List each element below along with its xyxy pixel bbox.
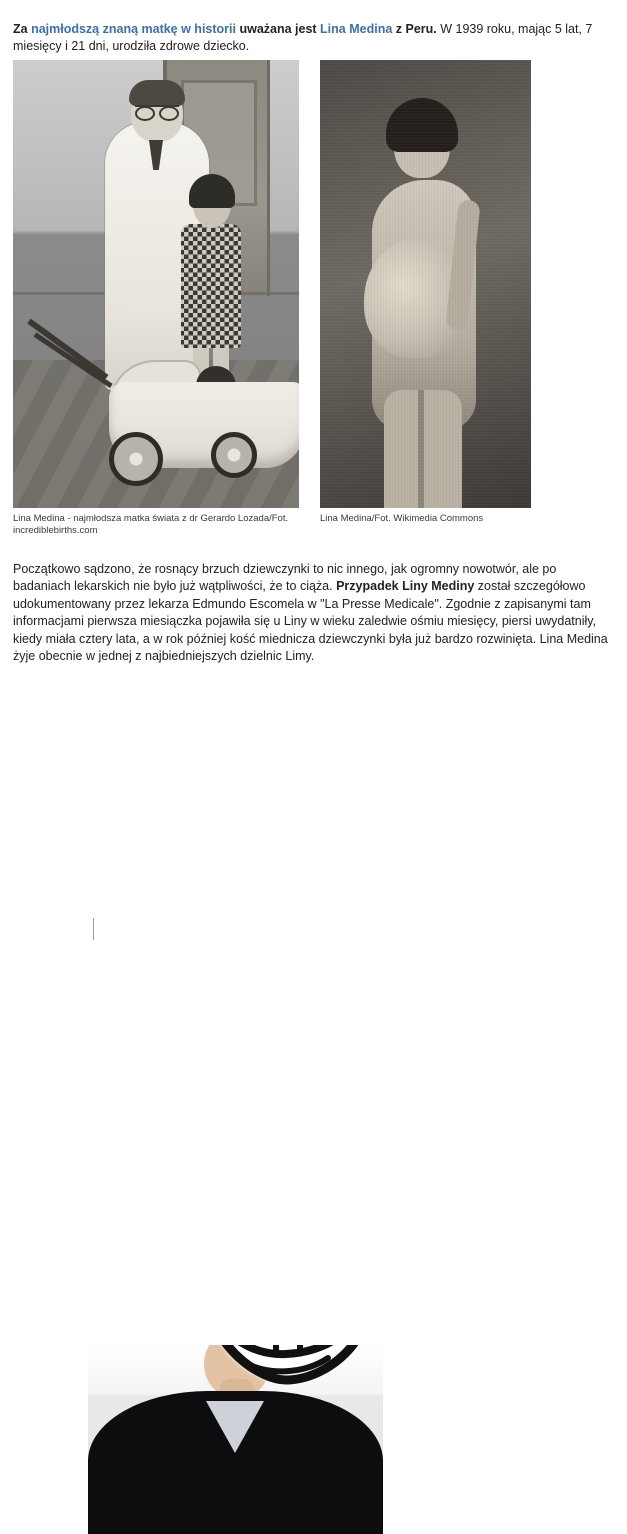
lina-medina-with-doctor-image	[13, 60, 299, 508]
caption-lina-medina-with-doctor: Lina Medina - najmłodsza matka świata z dr Gerardo Lozada/Fot. incrediblebirths.com	[13, 513, 289, 536]
link-youngest-mother[interactable]: najmłodszą znaną matkę w historii	[31, 21, 236, 36]
photo1-doctor-hair	[129, 80, 185, 106]
lead-rest: W 1939 roku, mając 5 lat, 7 miesięcy i 21 dni, urodziła zdrowe dziecko.	[13, 21, 593, 53]
lead-bold-tail: z Peru.	[392, 21, 437, 36]
body-part-2: został szczegółowo udokumentowany przez lekarza Edmundo Escomela w "La Presse Medicale". Zgodnie z zapisanymi tam informacjami pierwsza miesiączka pojawiła się u Liny w wieku zaledwie ośmiu miesięcy, piersi uwydatniły, kiedy miała cztery lata, a w rok później kość miednicza dziewczynki była już bardzo rozwinięta. Lina Medina żyje obecnie w jednej z najbiedniejszych dzielnic Limy.	[13, 579, 608, 663]
lead-mid: uważana jest	[235, 21, 321, 36]
link-lina-medina[interactable]: Lina Medina	[320, 21, 393, 36]
lina-medina-profile-image	[320, 60, 531, 508]
troll-face-overlay-photo	[88, 1345, 383, 1534]
troll-face-icon	[158, 1345, 383, 1400]
caption-lina-medina-profile: Lina Medina/Fot. Wikimedia Commons	[320, 513, 484, 524]
lead-prefix: Za	[13, 21, 32, 36]
image-gallery	[13, 60, 614, 540]
photo1-pram-wheel-right	[211, 432, 257, 478]
lead-paragraph	[13, 21, 613, 55]
body-part-1: Początkowo sądzono, że rosnący brzuch dziewczynki to nic innego, jak ogromny nowotwór, ale po badaniach lekarskich nie było już wątpliwości, że to ciąża.	[13, 561, 557, 593]
photo1-pram-wheel-left	[109, 432, 163, 486]
figure-lina-medina-with-doctor	[13, 60, 299, 537]
body-paragraph	[13, 561, 615, 666]
text-caret	[93, 918, 94, 940]
figure-lina-medina-profile	[320, 60, 531, 525]
photo2-film-grain	[320, 60, 531, 508]
photo1-doctor-glasses	[135, 105, 179, 117]
body-bold-case: Przypadek Liny Mediny	[336, 579, 475, 593]
photo1-girl-dress	[181, 224, 241, 348]
